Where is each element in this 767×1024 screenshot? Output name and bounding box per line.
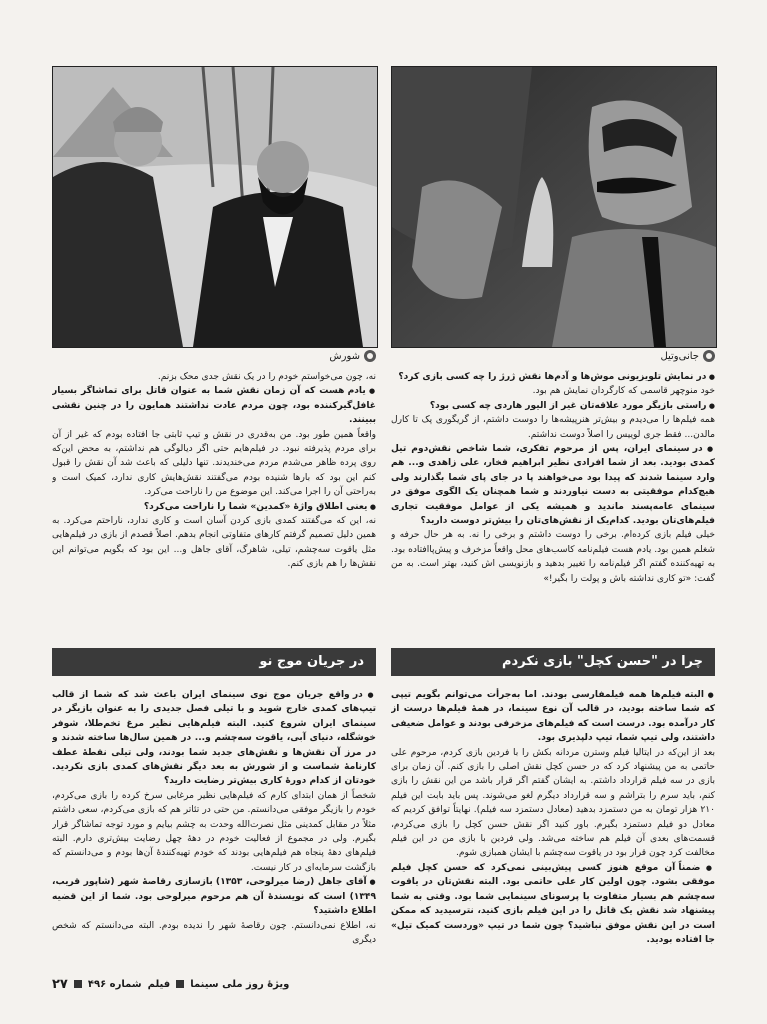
answer-paragraph: همه فیلم‌ها را می‌دیدم و بیش‌تر هنرپیشه‌ها را دوست داشتم، از گریگوری پک تا کارل مالدن... فقط جری لوییس را اصلاً دوست نداشتم.: [391, 415, 715, 440]
question-paragraph: ● در سینمای ایران، پس از مرحوم تفکری، شما شاخص نقش‌دوم تیل کمدی بودید. بعد از شما افرادی نظیر ابراهیم فخار، علی زاهدی و... هم وارد سینما شدند که پیدا بود می‌خواهند پا در جای پای شما بگذارند ولی هیچ‌کدام موفقیتی به دست نیاوردند و شما همچنان یک الگوی موفق در سینمای عامه‌پسند ماندید و همیشه یکی از عوامل موفقیت تجاری فیلم‌های‌تان بودید. کدام‌یک از نقش‌های‌تان را بیش‌تر دوست دارید؟: [391, 442, 715, 528]
photo-shoresh-image: [53, 67, 377, 347]
caption-right: [660, 350, 715, 362]
question-paragraph: ● آقای جاهل (رضا میرلوحی، ۱۳۵۳) بازسازی رقاصهٔ شهر (شاپور قریب، ۱۳۴۹) است که نویسندهٔ آن هم مرحوم میرلوحی بود. شما از این قضیه اطلاع داشتید؟: [52, 875, 376, 918]
caption-right-text: جانی‌وتیل: [660, 350, 699, 362]
section-heading-right: چرا در "حسن کچل" بازی نکردم: [391, 648, 715, 676]
answer-paragraph: نه، اطلاع نمی‌دانستم. چون رقاصهٔ شهر را ندیده بودم. البته می‌دانستم که شخص دیگری: [52, 920, 376, 945]
answer-paragraph: نه، این که می‌گفتند کمدی بازی کردن آسان است و کاری ندارد، ناراحتم می‌کرد. به همین دلیل تصمیم گرفتم کارهای متفاوتی انجام بدهم. اصلاً قصدم از بازی در فیلم‌هایی مثل یاقوت سه‌چشم، تیلی، شاهرگ، آقای جاهل و... این بود که بگویم می‌توانم این نقش‌ها را هم بازی کنم.: [52, 516, 376, 570]
separator-square-icon: [176, 980, 184, 988]
column-right-bottom: [391, 688, 715, 968]
question-paragraph: ● راستی بازیگر مورد علاقه‌تان غیر از الیور هاردی چه کسی بود؟: [391, 399, 715, 413]
question-paragraph: ● یعنی اطلاق واژهٔ «کمدین» شما را ناراحت می‌کرد؟: [52, 500, 376, 514]
answer-paragraph: خیلی فیلم بازی کرده‌ام. برخی را دوست داشتم و برخی را نه. به هر حال حرفه و شغلم همین بود. یادم هست فیلم‌نامه کاسب‌های محل واقعاً مزخرف و پیش‌پاافتاده بود. به تهیه‌کننده گفتم اگر فیلم‌نامه را تغییر بدهید و بازنویسی اش کنید، بهتر است. به من گفت: «تو کاری نداشته باش و پولت را بگیر!»: [391, 530, 715, 584]
question-paragraph: ● در نمایش تلویزیونی موش‌ها و آدم‌ها نقش ژرژ را چه کسی بازی کرد؟: [391, 370, 715, 384]
question-paragraph: ● ضمناً آن موقع هنوز کسی پیش‌بینی نمی‌کرد که حسن کچل فیلم موفقی بشود. چون اولین کار علی حاتمی بود. البته نقش‌تان در یاقوت سه‌چشم هم بسیار متفاوت با پرسونای سینمایی شما بود. وقتی به شما پیشنهاد شد نقش یک قاتل را در این فیلم بازی کنید، نترسیدید که ممکن است در این نقش موفق نباشید؟ چون شما در تیپ «وردست کمیک تیل» جا افتاده بودید.: [391, 861, 715, 947]
photo-shoresh: [52, 66, 378, 348]
question-paragraph: ● یادم هست که آن زمان نقش شما به عنوان قاتل برای تماشاگر بسیار غافل‌گیرکننده بود، چون مردم عادت نداشتند همایون را در چنین نقشی ببینند.: [52, 384, 376, 427]
question-paragraph: ● در واقع جریان موج نوی سینمای ایران باعث شد که شما از قالب تیپ‌های کمدی خارج شوید و با تیلی فصل جدیدی را به عنوان بازیگر در سینمای ایران شروع کنید. البته فیلم‌هایی نظیر مرغ تخم‌طلا، شوفر خوشگله، دنیای آبی، یاقوت سه‌چشم و... در همین سال‌ها ساخته شدند و در مرز آن نقش‌ها و نقش‌های جدید شما بودند، ولی تیلی نقطهٔ عطف کارنامهٔ شماست و از شورش به بعد دیگر نقش‌های کمدی بازی نکردید. خودتان از کدام دورهٔ کاری بیش‌تر رضایت دارید؟: [52, 688, 376, 789]
separator-square-icon: [74, 980, 82, 988]
camera-reel-icon: [703, 350, 715, 362]
answer-paragraph: بعد از این‌که در ایتالیا فیلم وسترن مردانه بکش را با فردین بازی کردم، مرحوم علی حاتمی به من پیشنهاد کرد که در حسن کچل نقش اصلی را بازی کنم. آن زمان برای بازی در سه فیلم قرارداد داشتم. به ایشان گفتم اگر قرار باشد من این نقش را بازی کنم، باید سرم را بتراشم و سه قرارداد دیگرم لغو می‌شوند. پس باید بابت این فیلم ۲۱۰ هزار تومان به من دستمزد بدهید (معادل دستمزد سه فیلم). نهایتاً توافق کردیم که معادل دو فیلم دستمزد بگیرم. باور کنید اگر نقش حسن کچل را بازی می‌کردم، قسمت‌های بعدی آن فیلم هم ساخته می‌شد. ولی فردین با بازی من در این فیلم مخالفت کرد چون قرار بود در یاقوت سه‌چشم با ایشان همبازی شوم.: [391, 747, 715, 859]
photo-janivatil-image: [392, 67, 716, 347]
caption-left: [329, 350, 376, 362]
column-left-bottom: [52, 688, 376, 968]
magazine-logo: فیلم: [147, 978, 171, 990]
camera-reel-icon: [364, 350, 376, 362]
answer-paragraph: شخصاً از همان ابتدای کارم که فیلم‌هایی نظیر مرغابی سرخ کرده را بازی می‌کردم، خودم را بازیگر موفقی می‌دانستم. من حتی در تئاتر هم که بازی می‌کردم، سعی داشتم مثلاً در مقابل کمدینی مثل نصرت‌الله وحدت به چشم بیایم و مورد توجه تماشاگر قرار بگیرم. ولی در مجموع از فعالیت خودم در دههٔ چهل رضایت بیش‌تری دارم. البته فیلم‌های دههٔ پنجاه هم فیلم‌هایی بودند که خودم تهیه‌کنندهٔ آن‌ها بودم و می‌دانستم که بازگشت سرمایه‌ای در کار نیست.: [52, 790, 376, 873]
page-number: ۲۷: [52, 976, 68, 992]
page-footer: [52, 976, 376, 992]
answer-paragraph: خود منوچهر قاسمی که کارگردان نمایش هم بود.: [532, 386, 715, 397]
answer-paragraph: نه، چون می‌خواستم خودم را در یک نقش جدی محک بزنم.: [157, 372, 376, 382]
column-right-top: [391, 370, 715, 632]
photo-janivatil: [391, 66, 717, 348]
answer-paragraph: واقعاً همین طور بود. من به‌قدری در نقش و تیپ ثابتی جا افتاده بودم که غیر از آن برای مردم پذیرفته نبود. در فیلم‌هایم حتی اگر دیالوگی هم نداشتم، به محض این‌که روی پرده ظاهر می‌شدم مردم می‌خندیدند. تنها دلیلی که باعث شد آن نقش را قبول کنم این بود که بارها شنیده بودم می‌گفتند نقش‌هایش کاری ندارد، کمیک است و به‌راحتی آن را اجرا می‌کند. این موضوع من را ناراحت می‌کرد.: [52, 429, 376, 498]
caption-left-text: شورش: [329, 350, 360, 362]
magazine-section: ویژهٔ روز ملی سینما: [190, 978, 290, 990]
question-paragraph: ● البته فیلم‌ها همه فیلمفارسی بودند. اما به‌جرأت می‌توانم بگویم تیپی که شما ساخته بودید، در قالب آن نوع سینما، در همهٔ فیلم‌ها درست از کار درآمده بود. درست است که فیلم‌های مزخرفی بودند و عوامل ضعیفی داشتند، ولی تیپ شما، تیپ دلپذیری بود.: [391, 688, 715, 746]
column-left-top: [52, 370, 376, 632]
section-heading-left: در جریان موج نو: [52, 648, 376, 676]
issue-number: شماره ۴۹۶: [87, 978, 142, 990]
